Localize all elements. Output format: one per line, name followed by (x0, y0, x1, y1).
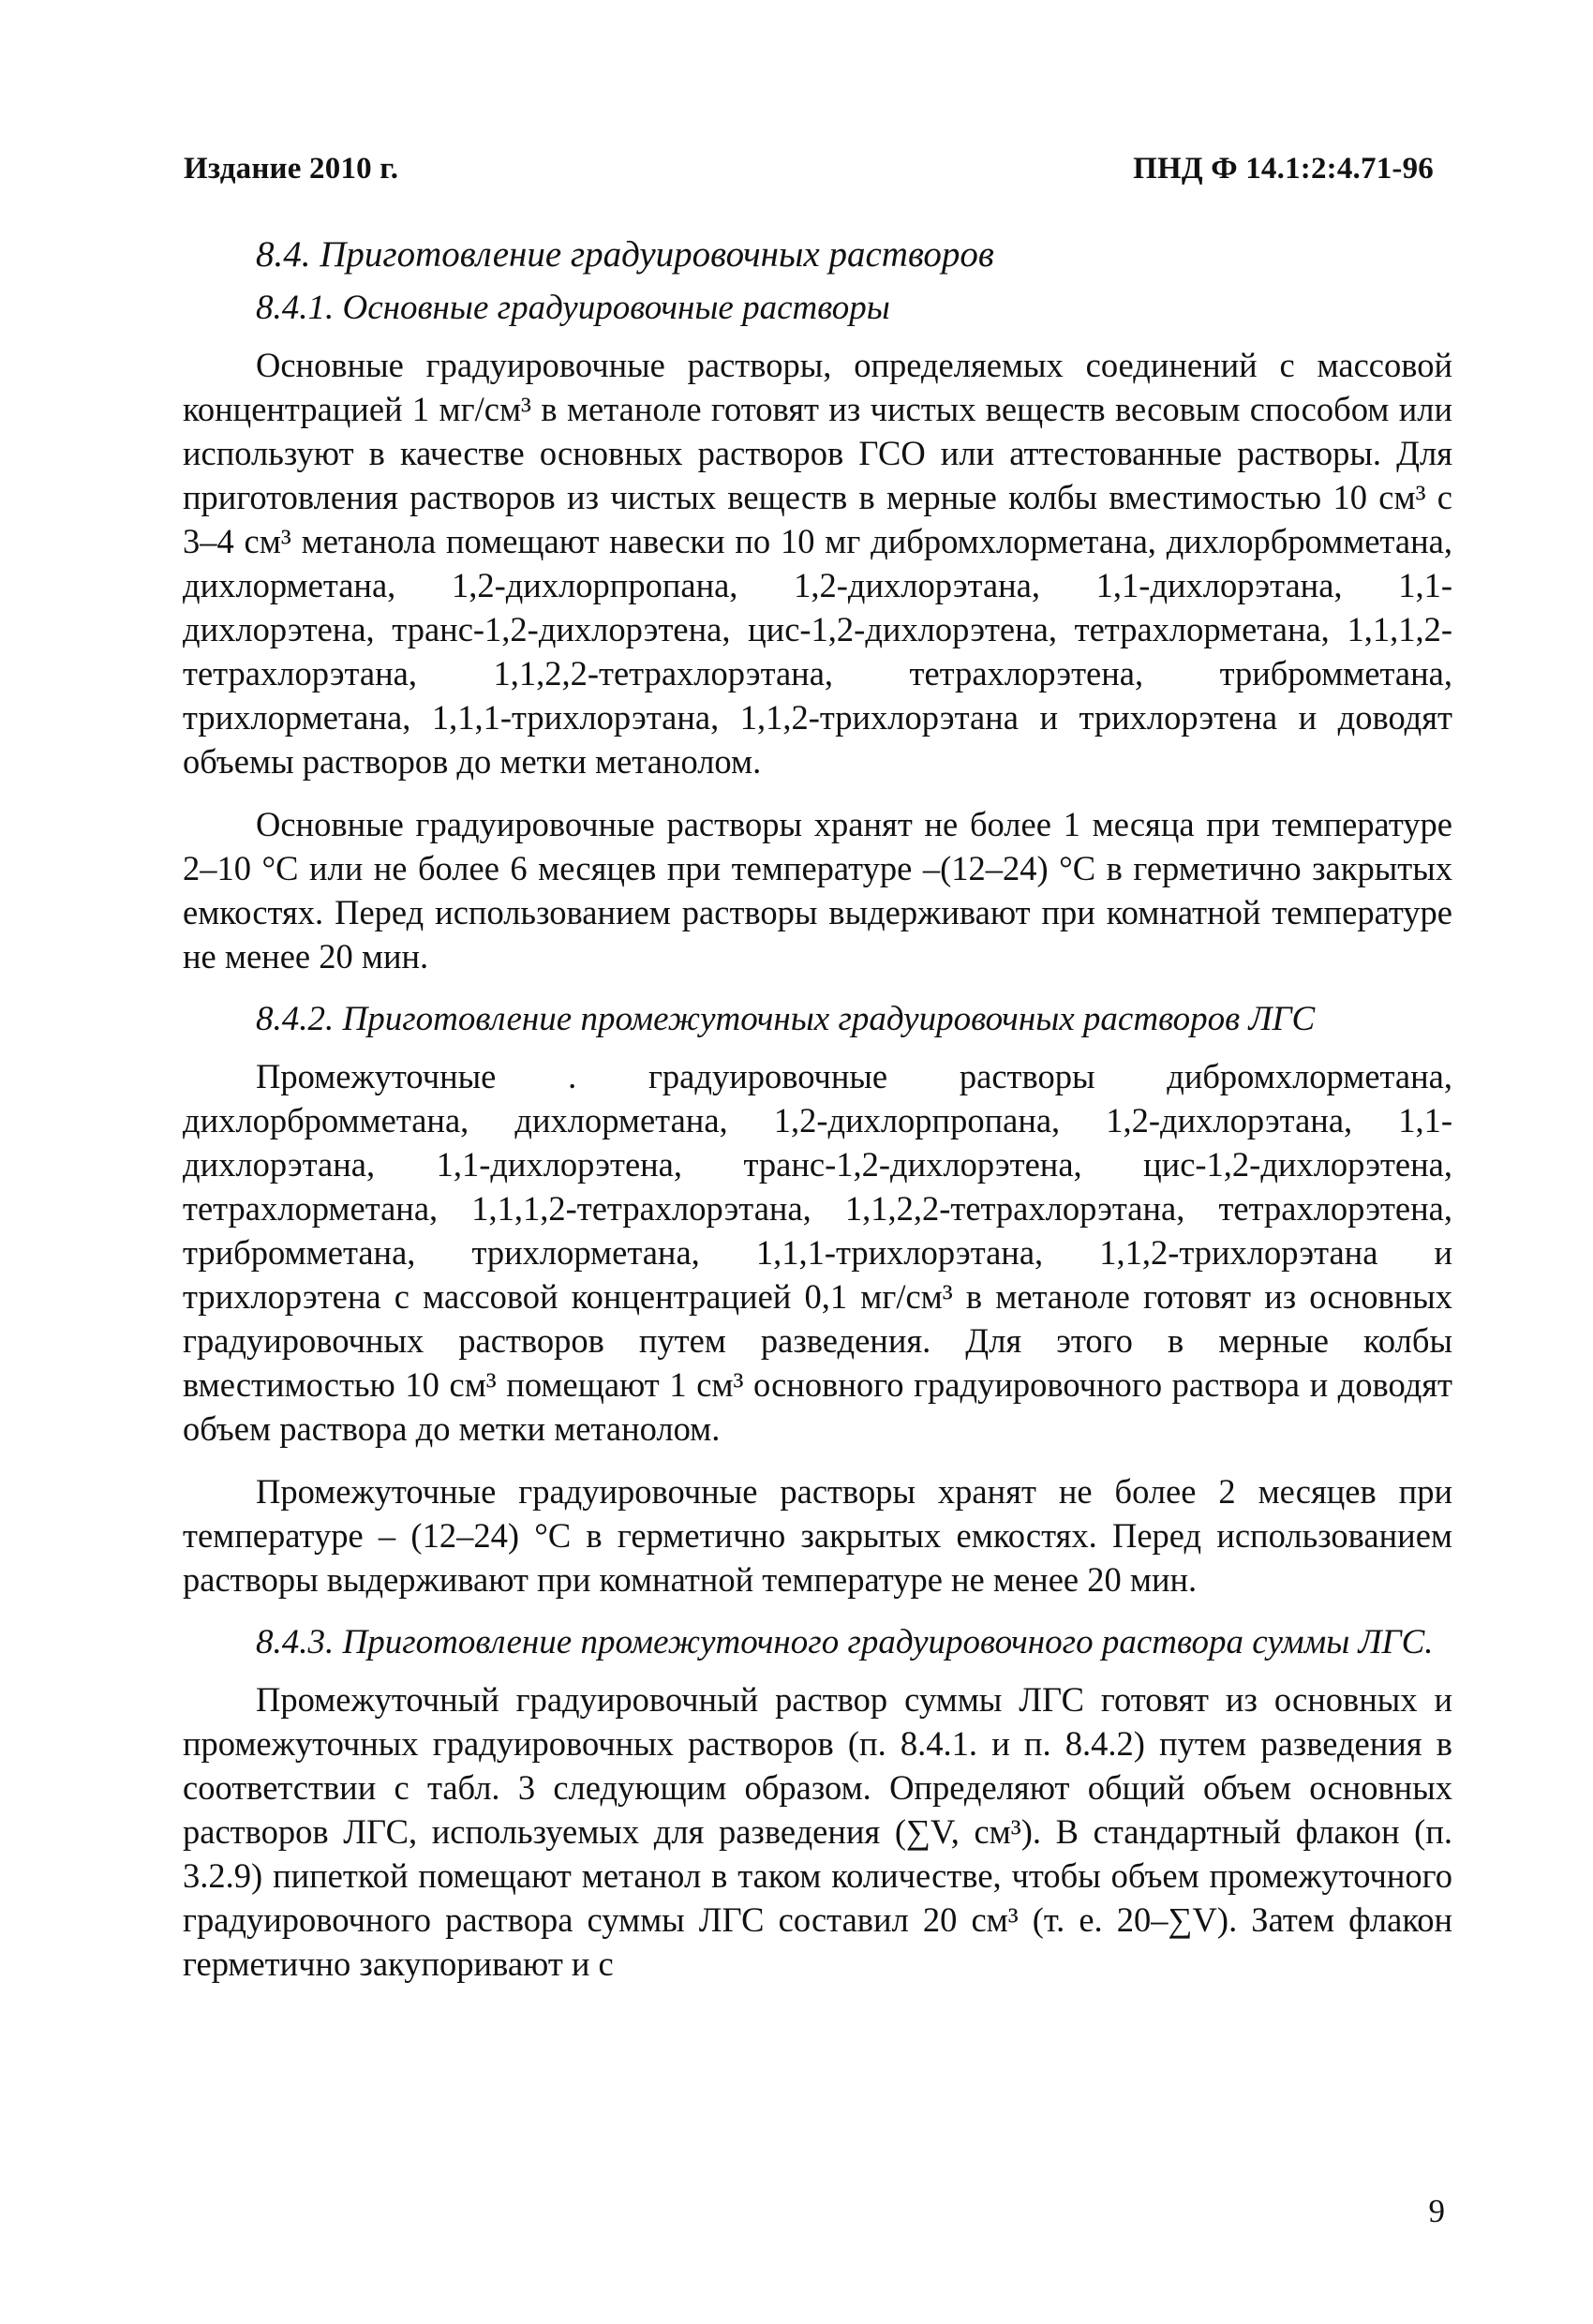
section-heading-8-4: 8.4. Приготовление градуировочных растворов (256, 234, 994, 275)
paragraph-sum-solution: Промежуточный градуировочный раствор суммы ЛГС готовят из основных и промежуточных градуировочных растворов (п. 8.4.1. и п. 8.4.2) путем разведения в соответствии с табл. 3 следующим образом. Определяют общий объем основных растворов ЛГС, используемых для разведения (∑V, см³). В стандартный флакон (п. 3.2.9) пипеткой помещают метанол в таком количестве, чтобы объем промежуточного градуировочного раствора суммы ЛГС составил 20 см³ (т. е. 20–∑V). Затем флакон герметично закупоривают и с (183, 1680, 1452, 1983)
subsection-heading-8-4-1: 8.4.1. Основные градуировочные растворы (256, 289, 890, 327)
page-number: 9 (1428, 2193, 1445, 2229)
edition-label: Издание 2010 г. (184, 152, 399, 186)
paragraph-intermediate-storage: Промежуточные градуировочные растворы хранят не более 2 месяцев при температуре – (12–24) °С в герметично закрытых емкостях. Перед использованием растворы выдерживают при комнатной температуре не менее 20 мин. (183, 1472, 1452, 1599)
subsection-heading-8-4-2: 8.4.2. Приготовление промежуточных градуировочных растворов ЛГС (256, 1000, 1316, 1038)
page-body (183, 232, 1452, 2004)
paragraph-primary-storage: Основные градуировочные растворы хранят не более 1 месяца при температуре 2–10 °С или не более 6 месяцев при температуре –(12–24) °С в герметично закрытых емкостях. Перед использованием растворы выдерживают при комнатной температуре не менее 20 мин. (183, 805, 1452, 976)
paragraph-primary-solutions: Основные градуировочные растворы, определяемых соединений с массовой концентрацией 1 мг/см³ в метаноле готовят из чистых веществ весовым способом или используют в качестве основных растворов ГСО или аттестованные растворы. Для приготовления растворов из чистых веществ в мерные колбы вместимостью 10 см³ с 3–4 см³ метанола помещают навески по 10 мг дибромхлорметана, дихлорбромметана, дихлорметана, 1,2-дихлорпропана, 1,2-дихлорэтана, 1,1-дихлорэтана, 1,1-дихлорэтена, транс-1,2-дихлорэтена, цис-1,2-дихлорэтена, тетрахлорметана, 1,1,1,2-тетрахлорэтана, 1,1,2,2-тетрахлорэтана, тетрахлорэтена, трибромметана, трихлорметана, 1,1,1-трихлорэтана, 1,1,2-трихлорэтана и трихлорэтена и доводят объемы растворов до метки метанолом. (183, 346, 1452, 781)
document-code: ПНД Ф 14.1:2:4.71-96 (1133, 152, 1434, 186)
subsection-heading-8-4-3: 8.4.3. Приготовление промежуточного градуировочного раствора суммы ЛГС. (256, 1623, 1434, 1661)
paragraph-intermediate-solutions: Промежуточные . градуировочные растворы дибромхлорметана, дихлорбромметана, дихлорметана, 1,2-дихлорпропана, 1,2-дихлорэтана, 1,1-дихлорэтана, 1,1-дихлорэтена, транс-1,2-дихлорэтена, цис-1,2-дихлорэтена, тетрахлорметана, 1,1,1,2-тетрахлорэтана, 1,1,2,2-тетрахлорэтана, тетрахлорэтена, трибромметана, трихлорметана, 1,1,1-трихлорэтана, 1,1,2-трихлорэтана и трихлорэтена с массовой концентрацией 0,1 мг/см³ в метаноле готовят из основных градуировочных растворов путем разведения. Для этого в мерные колбы вместимостью 10 см³ помещают 1 см³ основного градуировочного раствора и доводят объем раствора до метки метанолом. (183, 1057, 1452, 1448)
